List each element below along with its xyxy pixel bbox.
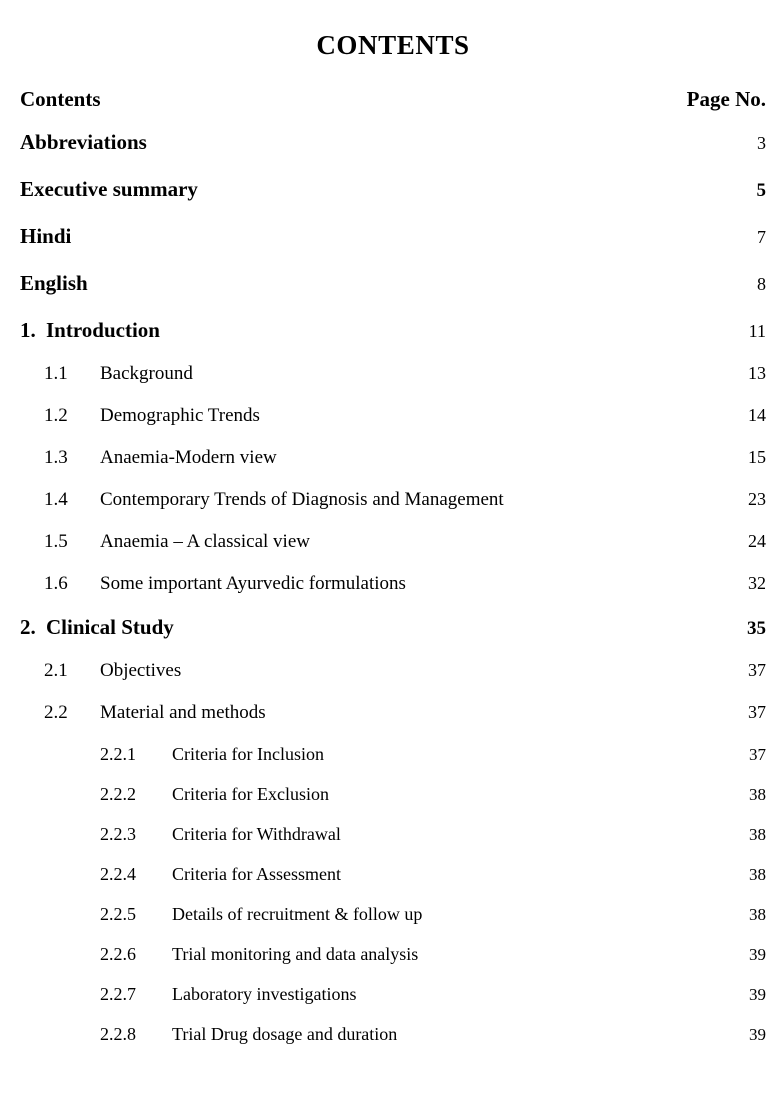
toc-entry-title: Anaemia-Modern view — [100, 447, 277, 468]
toc-entry-page-number: 24 — [748, 531, 766, 551]
table-of-contents — [20, 87, 766, 1045]
toc-entry-page-number: 38 — [749, 865, 766, 884]
toc-entry[interactable] — [20, 177, 766, 202]
toc-entry-title: Trial monitoring and data analysis — [172, 944, 419, 964]
toc-entry-number: 2.2.4 — [100, 864, 136, 884]
toc-entry[interactable] — [20, 573, 766, 595]
toc-entry-page-number: 7 — [757, 227, 766, 247]
toc-entry-title: English — [20, 271, 88, 295]
toc-entry-label-wrap — [100, 1024, 646, 1045]
toc-entry[interactable] — [20, 1024, 766, 1045]
toc-entry-label-wrap — [100, 984, 646, 1005]
toc-entry-label-wrap — [44, 405, 646, 427]
toc-entry[interactable] — [20, 318, 766, 343]
toc-entry-title: Trial Drug dosage and duration — [172, 1024, 398, 1044]
toc-entry[interactable] — [20, 531, 766, 553]
toc-entry-label-wrap — [44, 531, 646, 553]
toc-entry-number: 2.1 — [44, 660, 68, 681]
toc-entry-label-wrap — [44, 489, 646, 511]
toc-entry[interactable] — [20, 660, 766, 682]
toc-entry[interactable] — [20, 864, 766, 885]
toc-entry-label-wrap — [44, 573, 646, 595]
toc-entry-page-number: 11 — [748, 321, 766, 341]
toc-entry-page-number: 5 — [756, 180, 766, 201]
toc-entry-page-number: 39 — [749, 985, 766, 1004]
toc-entry-page-number: 38 — [749, 825, 766, 844]
toc-entry-page-number: 38 — [749, 905, 766, 924]
toc-entry-title: Criteria for Assessment — [172, 864, 341, 884]
toc-entry[interactable] — [20, 615, 766, 640]
toc-entry-page-number: 39 — [749, 945, 766, 964]
toc-header-row — [20, 87, 766, 112]
toc-entry-number: 1.6 — [44, 573, 68, 594]
toc-entry-number: 2.2.5 — [100, 904, 136, 924]
toc-entry-title: Clinical Study — [46, 615, 174, 639]
toc-entry-page-number: 23 — [748, 489, 766, 509]
toc-entry-number: 2.2.8 — [100, 1024, 136, 1044]
toc-entry-title: Contemporary Trends of Diagnosis and Management — [100, 489, 504, 510]
toc-header-left-label: Contents — [20, 87, 101, 111]
toc-entry-label-wrap — [100, 904, 646, 925]
toc-entry-page-number: 37 — [748, 660, 766, 680]
toc-entry-number: 2.2.2 — [100, 784, 136, 804]
toc-entry-title: Demographic Trends — [100, 405, 260, 426]
toc-entry-page-number: 32 — [748, 573, 766, 593]
toc-entry-number: 1. — [20, 318, 36, 342]
toc-entry[interactable] — [20, 744, 766, 765]
toc-entry[interactable] — [20, 784, 766, 805]
toc-entry-label-wrap — [44, 660, 646, 682]
toc-entry-label-wrap — [100, 784, 646, 805]
toc-entry-label-wrap — [100, 824, 646, 845]
toc-header-right-label: Page No. — [686, 87, 766, 111]
toc-entry-title: Criteria for Withdrawal — [172, 824, 341, 844]
toc-entry-number: 1.5 — [44, 531, 68, 552]
toc-header-left — [20, 87, 646, 112]
toc-entry-title: Anaemia – A classical view — [100, 531, 310, 552]
toc-entry-number: 2.2.6 — [100, 944, 136, 964]
toc-entries — [20, 130, 766, 1045]
toc-entry-page-number: 37 — [748, 702, 766, 722]
toc-entry-title: Criteria for Inclusion — [172, 744, 324, 764]
toc-entry-number: 2.2.3 — [100, 824, 136, 844]
toc-entry-label-wrap — [20, 271, 646, 296]
toc-entry[interactable] — [20, 271, 766, 296]
toc-entry-page-number: 37 — [749, 745, 766, 764]
toc-entry-number: 1.1 — [44, 363, 68, 384]
toc-entry-title: Material and methods — [100, 702, 266, 723]
page-title: CONTENTS — [316, 30, 470, 60]
toc-entry-label-wrap — [20, 318, 646, 343]
toc-entry-number: 1.3 — [44, 447, 68, 468]
toc-entry[interactable] — [20, 824, 766, 845]
toc-entry[interactable] — [20, 944, 766, 965]
toc-entry[interactable] — [20, 224, 766, 249]
toc-entry-title: Criteria for Exclusion — [172, 784, 329, 804]
toc-entry-page-number: 13 — [748, 363, 766, 383]
toc-entry-page-number: 35 — [747, 618, 766, 639]
toc-entry-title: Laboratory investigations — [172, 984, 357, 1004]
toc-entry-number: 2.2 — [44, 702, 68, 723]
toc-entry-title: Executive summary — [20, 177, 198, 201]
toc-entry-number: 1.2 — [44, 405, 68, 426]
toc-entry-label-wrap — [100, 944, 646, 965]
toc-entry[interactable] — [20, 130, 766, 155]
toc-entry-number: 2. — [20, 615, 36, 639]
toc-entry-label-wrap — [20, 130, 646, 155]
toc-entry-label-wrap — [20, 177, 646, 202]
toc-entry-label-wrap — [100, 744, 646, 765]
toc-entry-label-wrap — [44, 447, 646, 469]
toc-entry-title: Details of recruitment & follow up — [172, 904, 423, 924]
toc-entry[interactable] — [20, 702, 766, 724]
toc-entry-label-wrap — [20, 224, 646, 249]
toc-entry[interactable] — [20, 405, 766, 427]
toc-entry-page-number: 14 — [748, 405, 766, 425]
toc-entry-title: Abbreviations — [20, 130, 147, 154]
toc-entry-page-number: 15 — [748, 447, 766, 467]
toc-entry-label-wrap — [100, 864, 646, 885]
toc-entry[interactable] — [20, 447, 766, 469]
toc-entry-title: Introduction — [46, 318, 160, 342]
toc-entry-number: 2.2.7 — [100, 984, 136, 1004]
toc-entry-page-number: 39 — [749, 1025, 766, 1044]
toc-entry-title: Hindi — [20, 224, 72, 248]
toc-entry-title: Background — [100, 363, 193, 384]
toc-entry-label-wrap — [44, 702, 646, 724]
toc-entry[interactable] — [20, 984, 766, 1005]
toc-entry-label-wrap — [20, 615, 646, 640]
toc-entry[interactable] — [20, 363, 766, 385]
toc-entry[interactable] — [20, 904, 766, 925]
toc-entry[interactable] — [20, 489, 766, 511]
toc-entry-page-number: 3 — [757, 133, 766, 153]
toc-entry-title: Some important Ayurvedic formulations — [100, 573, 406, 594]
toc-entry-label-wrap — [44, 363, 646, 385]
toc-entry-page-number: 8 — [757, 274, 766, 294]
toc-entry-number: 2.2.1 — [100, 744, 136, 764]
toc-entry-title: Objectives — [100, 660, 182, 681]
toc-entry-page-number: 38 — [749, 785, 766, 804]
toc-entry-number: 1.4 — [44, 489, 68, 510]
